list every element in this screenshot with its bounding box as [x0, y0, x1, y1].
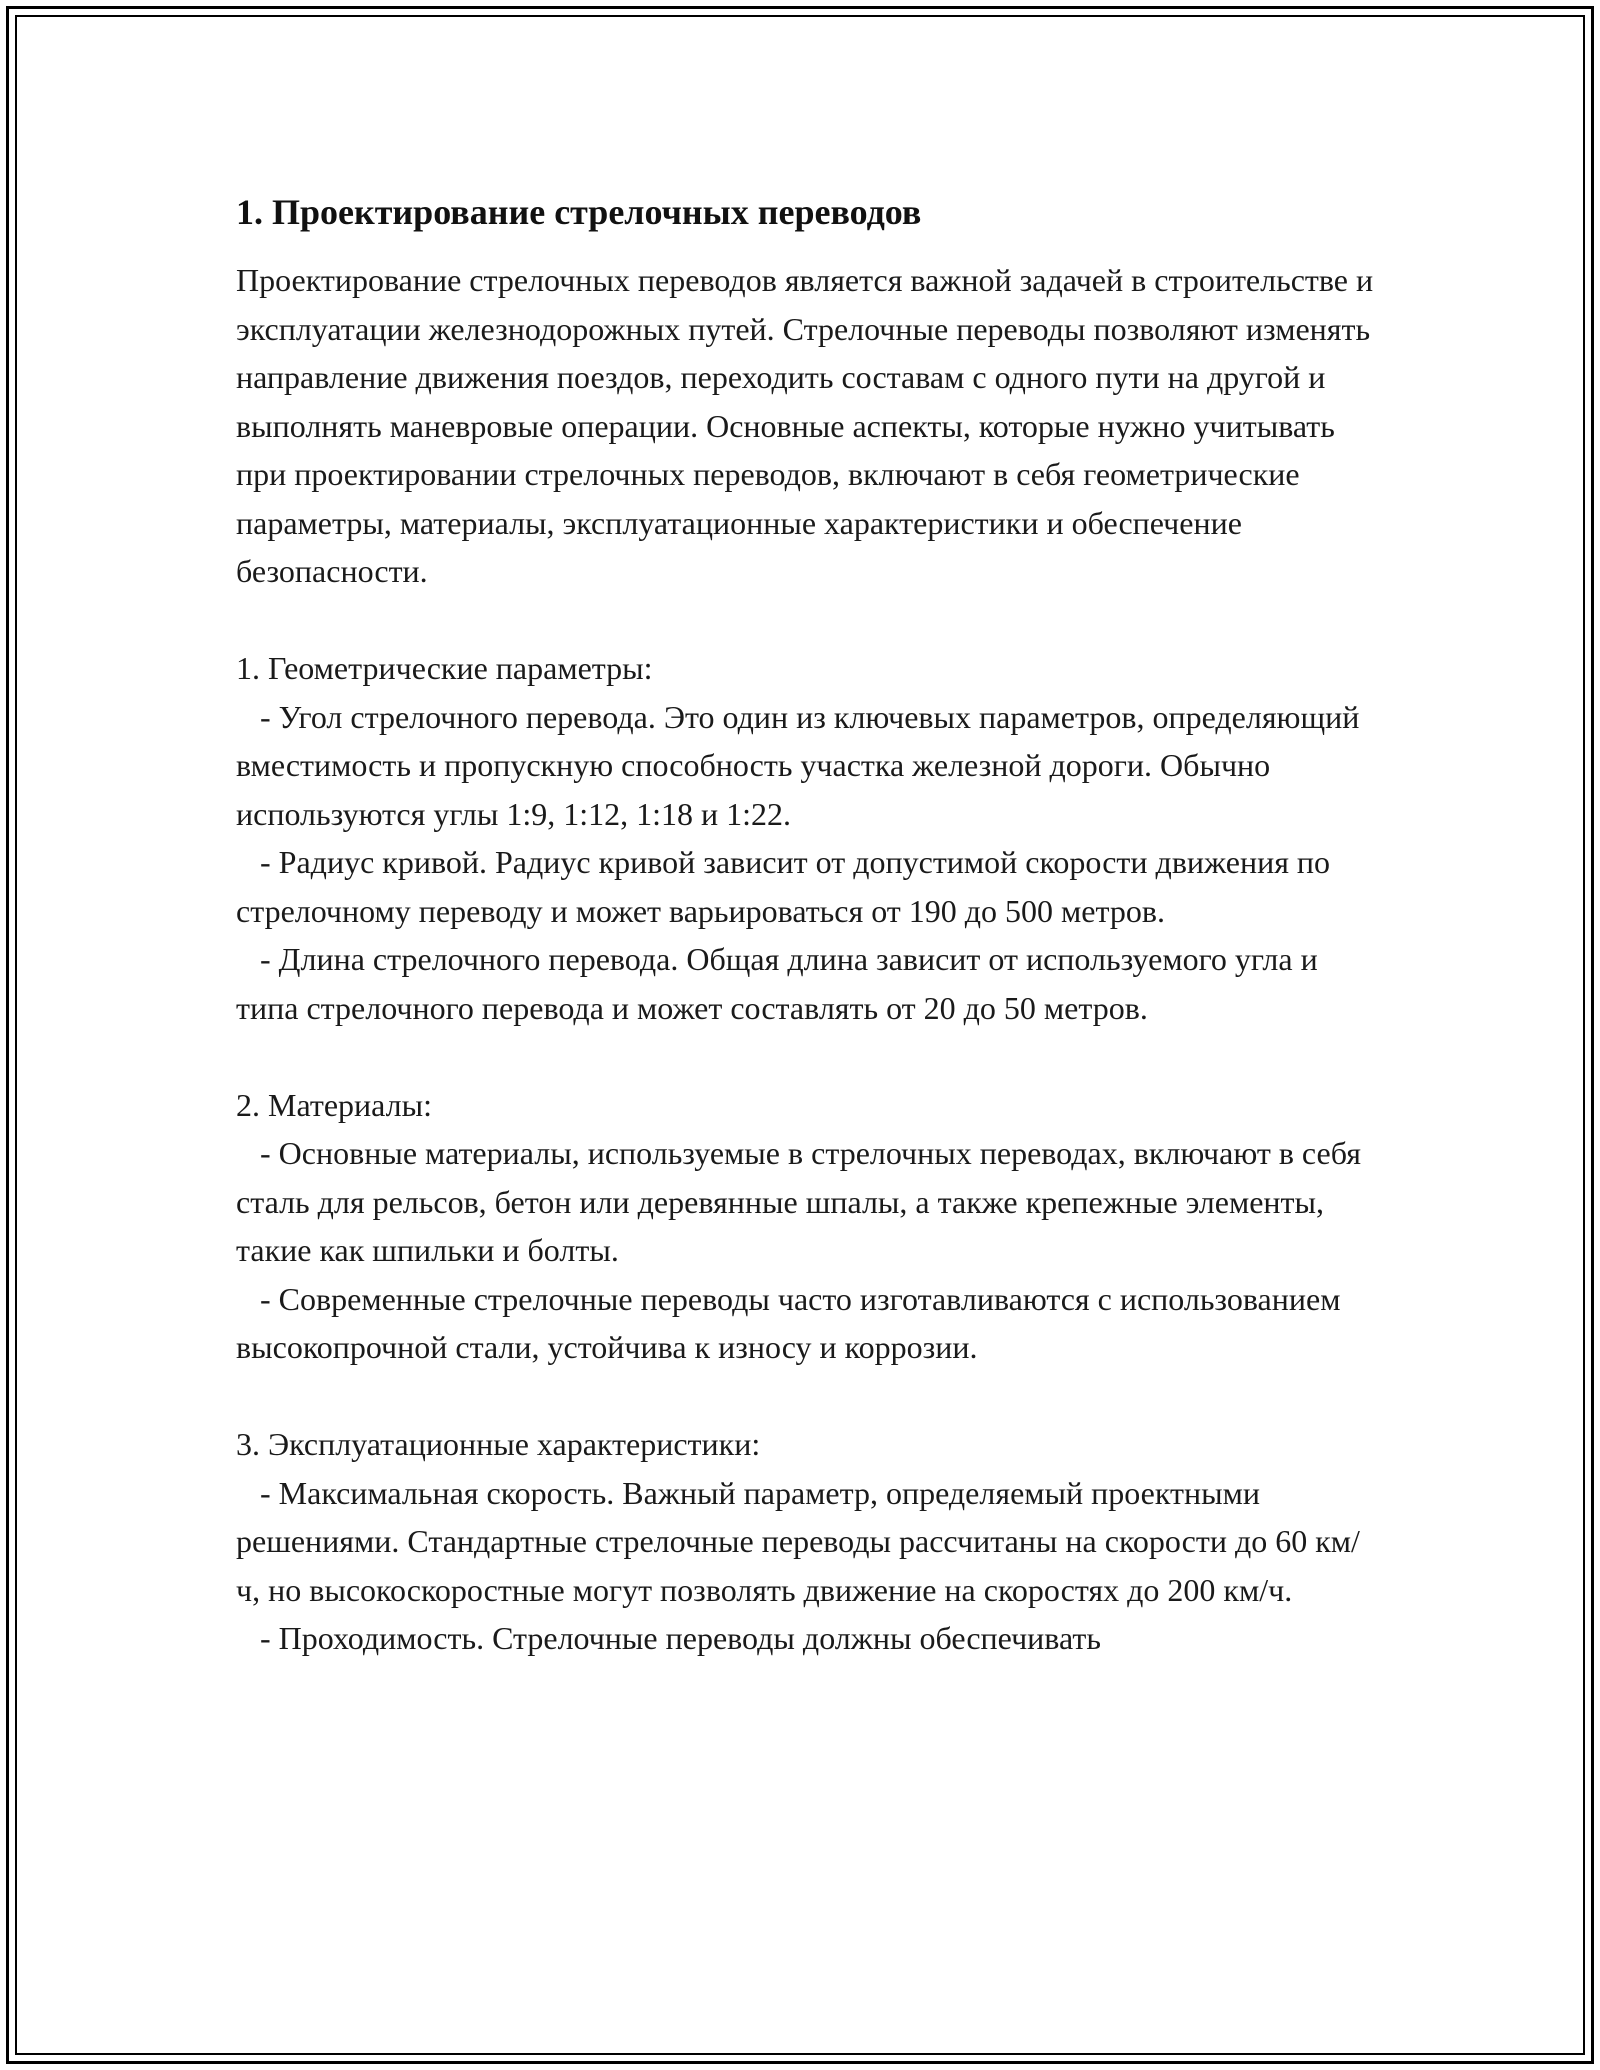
blank-line [236, 1372, 1376, 1421]
section-heading: 1. Проектирование стрелочных переводов [236, 192, 922, 232]
section-materials [236, 1081, 1376, 1372]
list-item: - Радиус кривой. Радиус кривой зависит от допустимой скорости движения по стрелочному переводу и может варьироваться от 190 до 500 метров. [236, 844, 1339, 929]
intro-paragraph: Проектирование стрелочных переводов является важной задачей в строительстве и эксплуатации железнодорожных путей. Стрелочные переводы позволяют изменять направление движения поездов, переходить составам с одного пути на другой и выполнять маневровые операции. Основные аспекты, которые нужно учитывать при проектировании стрелочных переводов, включают в себя геометрические параметры, материалы, эксплуатационные характеристики и обеспечение безопасности. [236, 262, 1382, 589]
list-item: - Длина стрелочного перевода. Общая длина зависит от используемого угла и типа стрелочного перевода и может составлять от 20 до 50 метров. [236, 941, 1326, 1026]
list-item: - Основные материалы, используемые в стрелочных переводах, включают в себя сталь для рельсов, бетон или деревянные шпалы, а также крепежные элементы, такие как шпильки и болты. [236, 1135, 1369, 1268]
list-item: - Проходимость. Стрелочные переводы должны обеспечивать [260, 1620, 1101, 1656]
section-operation [236, 1420, 1376, 1663]
blank-line [236, 1032, 1376, 1081]
list-item: - Угол стрелочного перевода. Это один из ключевых параметров, определяющий вместимость и пропускную способность участка железной дороги. Обычно используются углы 1:9, 1:12, 1:18 и 1:22. [236, 698, 1368, 832]
document-body [236, 188, 1382, 1663]
list-item: - Современные стрелочные переводы часто изготавливаются с использованием высокопрочной стали, устойчива к износу и коррозии. [236, 1280, 1349, 1365]
section-title: 1. Геометрические параметры: [236, 650, 653, 686]
blank-line [236, 596, 1376, 645]
list-item: - Максимальная скорость. Важный параметр, определяемый проектными решениями. Стандартные стрелочные переводы рассчитаны на скорости до 60 км/ч, но высокоскоростные могут позволять движение на скоростях до 200 км/ч. [236, 1474, 1360, 1608]
section-geometry [236, 644, 1376, 1032]
section-title: 2. Материалы: [236, 1086, 432, 1123]
section-title: 3. Эксплуатационные характеристики: [236, 1426, 761, 1462]
